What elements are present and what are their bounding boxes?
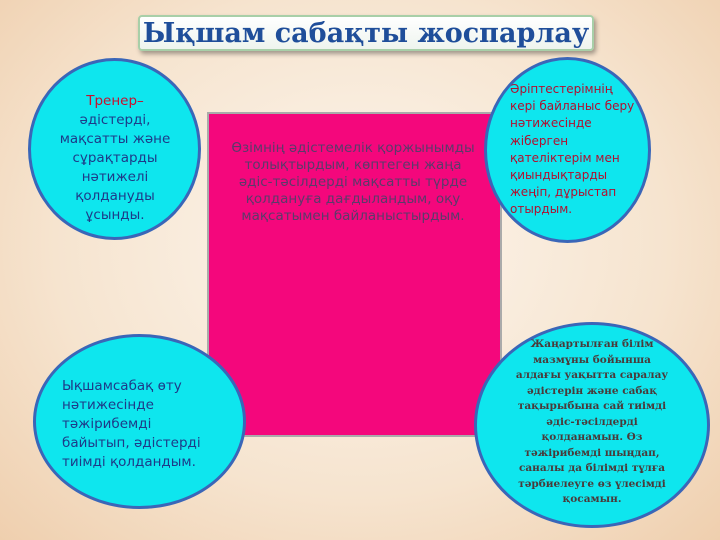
top-right-text [510,81,642,219]
bottom-left-line: тиімді қолдандым. [62,454,196,470]
bottom-right-line: тәжірибемді шыңдап, [524,446,660,459]
top-right-line: қателіктерім мен [510,150,620,165]
title-banner [138,15,594,51]
bottom-right-line: саналы да білімді тұлға [518,462,666,474]
top-right-line: Әріптестерімнің [510,82,613,96]
bottom-left-text [62,377,232,472]
top-right-line: жіберген [510,133,569,148]
center-line: әдіс-тәсілдерді мақсатты түрде [238,174,468,190]
top-left-line: ұсынды. [85,207,145,223]
center-text [222,140,484,225]
top-right-line: жеңіп, дұрыстап [510,185,617,200]
top-left-line: нәтижелі [81,169,149,185]
bottom-left-line: Ықшамсабақ өту [62,378,182,394]
top-left-line: мақсатты және [59,131,171,147]
center-line: қолдануға дағдыландым, оқу [245,191,461,207]
bottom-left-line: байытып, әдістерді [62,435,201,451]
bottom-right-line: мазмұны бойынша [533,353,651,366]
top-right-line: отырдым. [510,202,573,217]
bottom-right-text [492,337,692,508]
top-right-line: нәтижесінде [510,116,592,131]
center-line: Өзімнің әдістемелік қоржынымды [231,140,475,156]
bottom-right-line: Жаңартылған білім [530,338,654,350]
bottom-right-line: қосамын. [562,493,622,505]
top-right-line: қиындықтарды [510,168,608,183]
top-left-line: қолдануды [75,188,155,204]
bottom-right-line: алдағы уақытта саралау [515,369,669,381]
top-left-text [42,92,188,225]
bottom-right-line: қолданамын. Өз [541,431,643,443]
top-left-line: Тренер– [86,93,144,109]
center-line: мақсатымен байланыстырдым. [241,208,465,224]
top-left-line: әдістерді, [79,112,151,128]
center-line: толықтырдым, көптеген жаңа [244,157,462,173]
bottom-right-line: әдістерін және сабақ [526,384,658,397]
page-title: Ықшам сабақты жоспарлау [142,17,590,49]
bottom-left-line: нәтижесінде [62,397,154,413]
bottom-right-line: әдіс-тәсілдерді [546,415,638,428]
bottom-right-line: тәрбиелеуге өз үлесімді [518,477,666,490]
bottom-right-line: тақырыбына сай тиімді [517,400,667,412]
top-right-line: кері байланыс беру [510,99,635,114]
top-left-line: сұрақтарды [72,150,158,166]
bottom-left-line: тәжірибемді [62,416,152,432]
